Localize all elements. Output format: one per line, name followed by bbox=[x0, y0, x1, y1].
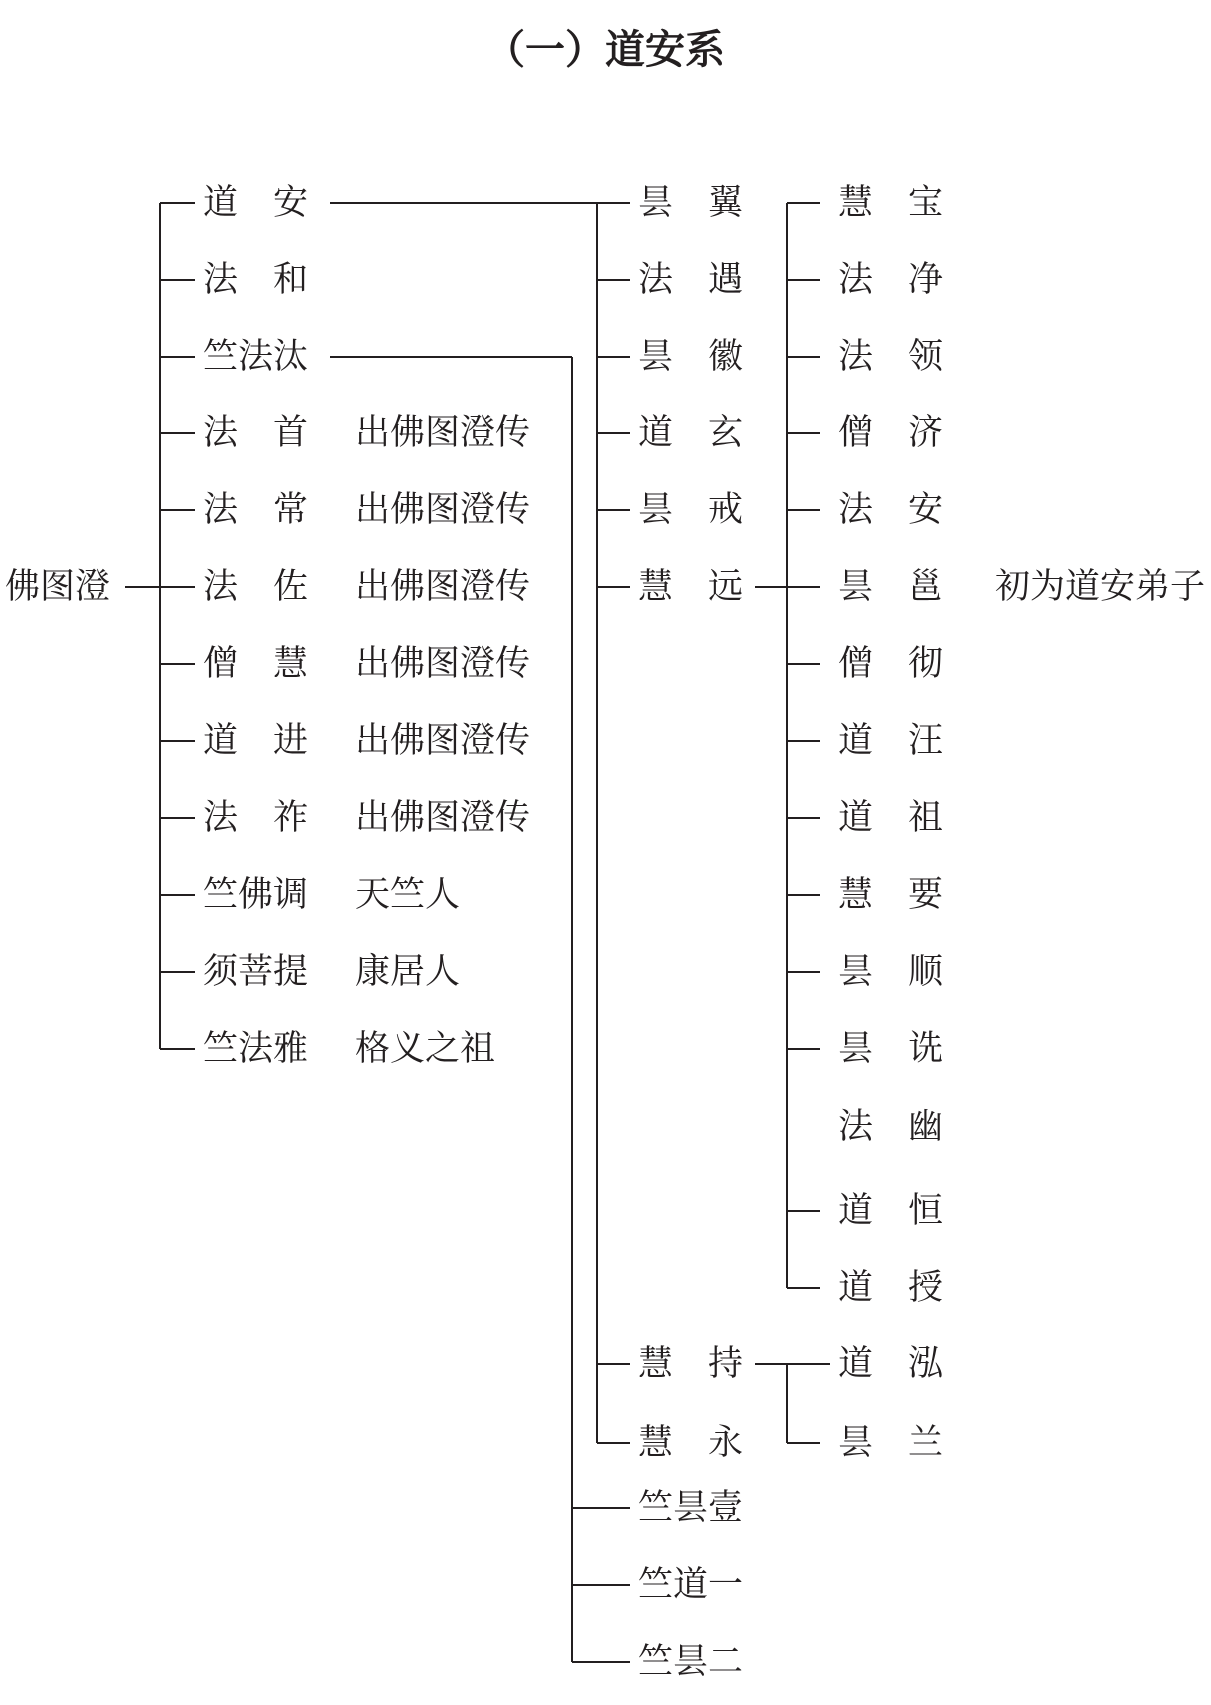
gen1-note: 出佛图澄传 bbox=[355, 490, 531, 530]
gen1-node: 法 祚 bbox=[203, 798, 309, 838]
fatai-nodes bbox=[638, 1488, 743, 1682]
gen1-note: 格义之祖 bbox=[355, 1029, 496, 1069]
gen1-nodes bbox=[203, 183, 530, 1069]
huiyuan-disciple: 道 汪 bbox=[838, 721, 944, 761]
huichi-disciple: 昙 兰 bbox=[838, 1423, 944, 1463]
huichi-disciple: 道 泓 bbox=[838, 1344, 944, 1384]
daoan-disciple: 道 玄 bbox=[638, 413, 744, 453]
daoan-disciple: 慧 永 bbox=[638, 1423, 744, 1463]
gen1-node: 竺法雅 bbox=[203, 1029, 309, 1069]
gen1-node: 道 进 bbox=[203, 721, 309, 761]
gen1-note: 出佛图澄传 bbox=[355, 567, 531, 607]
gen1-node: 道 安 bbox=[203, 183, 309, 223]
gen1-node: 僧 慧 bbox=[203, 644, 309, 684]
huiyuan-disciple: 道 祖 bbox=[838, 798, 944, 838]
gen1-note: 出佛图澄传 bbox=[355, 798, 531, 838]
huiyuan-disciple: 慧 要 bbox=[838, 875, 944, 915]
huiyuan-disciple: 慧 宝 bbox=[838, 183, 944, 223]
huiyuan-disciple: 僧 济 bbox=[838, 413, 944, 453]
huiyuan-disciple: 昙 邕 bbox=[838, 567, 944, 607]
gen1-node: 法 常 bbox=[203, 490, 309, 530]
huiyuan-disciple: 法 安 bbox=[838, 490, 944, 530]
daoan-disciple: 法 遇 bbox=[638, 260, 744, 300]
gen1-node: 须菩提 bbox=[203, 952, 309, 992]
daoan-disciple: 慧 持 bbox=[638, 1344, 744, 1384]
huiyuan-disciple: 道 授 bbox=[838, 1268, 944, 1308]
gen1-node: 法 首 bbox=[203, 413, 309, 453]
daoan-disciple: 昙 徽 bbox=[638, 337, 744, 377]
gen1-node: 法 和 bbox=[203, 260, 309, 300]
huiyuan-disciple: 昙 诜 bbox=[838, 1029, 944, 1069]
daoan-nodes bbox=[638, 183, 744, 1463]
huiyuan-disciple: 道 恒 bbox=[838, 1191, 944, 1231]
gen1-node: 竺法汰 bbox=[203, 337, 309, 377]
diagram-title: （一）道安系 bbox=[485, 26, 725, 73]
gen1-node: 法 佐 bbox=[203, 567, 309, 607]
huiyuan-note: 初为道安弟子 bbox=[995, 567, 1206, 607]
fatai-disciple: 竺昙壹 bbox=[638, 1488, 744, 1528]
daoan-disciple: 昙 翼 bbox=[638, 183, 744, 223]
gen1-node: 竺佛调 bbox=[203, 875, 309, 915]
daoan-disciple: 昙 戒 bbox=[638, 490, 744, 530]
huiyuan-disciple: 法 幽 bbox=[838, 1107, 944, 1147]
root-node: 佛图澄 bbox=[5, 567, 111, 607]
huiyuan-disciple: 法 净 bbox=[838, 260, 944, 300]
huiyuan-nodes bbox=[838, 183, 1205, 1308]
huiyuan-disciple: 法 领 bbox=[838, 337, 944, 377]
fatai-disciple: 竺昙二 bbox=[638, 1642, 744, 1682]
huiyuan-disciple: 昙 顺 bbox=[838, 952, 944, 992]
daoan-disciple: 慧 远 bbox=[638, 567, 744, 607]
gen1-note: 天竺人 bbox=[355, 875, 461, 915]
gen1-note: 出佛图澄传 bbox=[355, 721, 531, 761]
fatai-disciple: 竺道一 bbox=[638, 1565, 744, 1605]
gen1-note: 康居人 bbox=[355, 952, 461, 992]
gen1-note: 出佛图澄传 bbox=[355, 644, 531, 684]
gen1-note: 出佛图澄传 bbox=[355, 413, 531, 453]
huiyuan-disciple: 僧 彻 bbox=[838, 644, 944, 684]
huichi-nodes bbox=[838, 1344, 944, 1463]
